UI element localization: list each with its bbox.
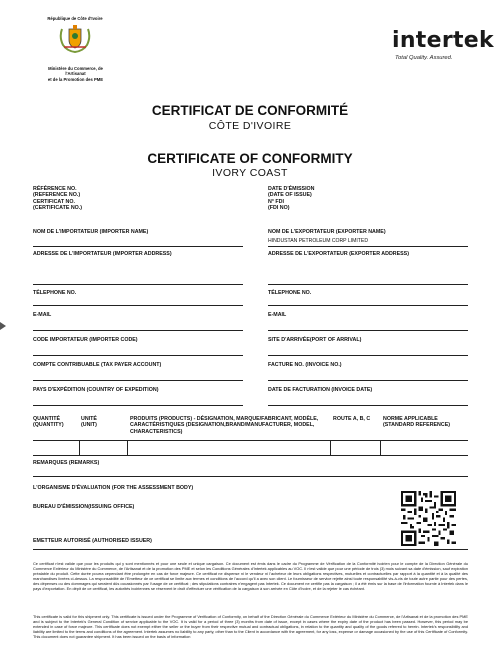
issuing-office-label: BUREAU D'ÉMISSION(ISSUING OFFICE)	[33, 504, 135, 510]
rule	[268, 330, 468, 331]
reference-fr: RÉFÉRENCE NO.	[33, 186, 77, 192]
rule	[33, 284, 243, 285]
exporter-telephone-label: TÉLEPHONE NO.	[268, 290, 312, 296]
intertek-logo: intertek	[392, 28, 494, 53]
certificate-en: (CERTIFICATE NO.)	[33, 205, 83, 212]
assessment-body-label: L'ORGANISME D'ÉVALUATION (FOR THE ASSESSMENT BODY)	[33, 485, 194, 491]
rule	[33, 355, 243, 356]
remarks-label: REMARQUES (REMARKS)	[33, 460, 100, 466]
rule	[268, 246, 468, 247]
ministry-line-1: Ministère du Commerce, de l'Artisanat	[48, 66, 103, 77]
importer-address-label: ADRESSE DE L'IMPORTATEUR (IMPORTER ADDRESS)	[33, 251, 172, 257]
legal-text-en: This certificate is valid for this shipment only. This certificate is issued under the Programme of Verification of Conformity, on behalf of the Direction Générale du Commerce Extérieur du Ministère du Commerce, de l'Artisanat et de la promotion des PME and is subject to the Intertek's General Condition of service applicable to the VOC. It is valid for a period of three (3) months from date of issue, except in cases where the expiry date of the product has been passed. However, this period may be extended in case of force majeure. This certificate does not exempt either the seller or the buyer from their respective mutual and contractual obligations, in relation to the quantity and quality of the goods referred to herein. Intertek's responsibility and liability are limited to the terms and conditions of the agreement. Intertek assumes no liability to any party, other than to the Client in accordance with the agreement, for any loss, expense or damage occasioned by the use of this Certificate of Conformity. This document does not guarantee shipment. It has been issued on the basis of information	[33, 614, 468, 639]
coat-of-arms-icon	[58, 23, 92, 53]
title-fr-country: CÔTE D'IVOIRE	[208, 120, 292, 132]
unit-fr: UNITÉ	[81, 416, 97, 422]
qr-code-icon	[401, 491, 456, 546]
rule	[268, 284, 468, 285]
exporter-name-value: HINDUSTAN PETROLEUM CORP LIMITED	[268, 238, 368, 244]
expedition-country-label: PAYS D'EXPÉDITION (COUNTRY OF EXPEDITION)	[33, 387, 159, 393]
rule	[33, 405, 243, 406]
date-label	[268, 186, 314, 212]
rule	[33, 305, 243, 306]
importer-telephone-label: TÉLEPHONE NO.	[33, 290, 77, 296]
unit-header	[81, 416, 97, 429]
invoice-no-label: FACTURE NO. (INVOICE NO.)	[268, 362, 342, 368]
quantity-fr: QUANTITÉ	[33, 416, 61, 422]
col-divider	[79, 440, 80, 455]
ministry-line-2: et de la Promotion des PME	[47, 76, 104, 82]
certificate-fr: CERTIFICAT NO.	[33, 198, 75, 205]
fdi-fr: N° FDI	[268, 198, 284, 205]
fdi-en: (FDI NO)	[268, 205, 290, 212]
importer-name-label: NOM DE L'IMPORTATEUR (IMPORTER NAME)	[33, 229, 149, 235]
title-en: CERTIFICATE OF CONFORMITY	[147, 151, 353, 166]
exporter-name-label: NOM DE L'EXPORTATEUR (EXPORTER NAME)	[268, 229, 386, 235]
logo-tagline: Total Quality. Assured.	[395, 55, 453, 61]
authorised-issuer-label: EMETTEUR AUTORISÉ (AUTHORISED ISSUER)	[33, 538, 152, 544]
taxpayer-label: COMPTE CONTRIBUABLE (TAX PAYER ACCOUNT)	[33, 362, 162, 368]
republic-label: République de Côte d'Ivoire	[47, 16, 103, 21]
products-line-3: CHARACTERISTICS)	[130, 428, 183, 435]
rule	[33, 330, 243, 331]
reference-label	[33, 186, 82, 212]
rule	[33, 476, 468, 477]
date-fr: DATE D'ÉMISSION	[268, 186, 315, 192]
rule	[33, 440, 468, 441]
standard-fr: NORME APPLICABLE	[383, 416, 438, 422]
quantity-header	[33, 416, 64, 429]
products-header	[130, 416, 318, 435]
side-arrow-icon	[0, 322, 6, 330]
products-line-1: PRODUITS (PRODUCTS) - DÉSIGNATION, MARQUE/FABRICANT, MODÈLE,	[130, 416, 319, 422]
rule	[268, 305, 468, 306]
col-divider	[127, 440, 128, 455]
invoice-date-label: DATE DE FACTURATION (INVOICE DATE)	[268, 387, 373, 393]
rule	[268, 380, 468, 381]
legal-text-fr: Ce certificat n'est valide que pour les produits qui y sont mentionnés et pour une seule et unique cargaison. Ce document est émis dans le cadre du Programme de Vérification de la Conformité ivoirien pour le compte de la Direction Générale du Commerce Extérieur du Ministère du Commerce, de l'Artisanat et de la promotion des PME et selon les Conditions Générales d'Intertek applicables au VOC. Il n'est valide que pour une période de trois (3) mois suivant sa date d'émission, sauf expiration préalable du produit. Cette durée pourra cependant être prolongée en cas de force majeure. Ce certificat ne dispense ni le vendeur ni l'acheteur de leurs obligations respectives, mutuelles et contractuelles par rapport à la quantité et à la qualité des marchandises livrées ci-dessus. La responsabilité de l'Emetteur de ce certificat se limite aux termes et conditions de l'accord qu'il a avec son client. Le fournisseur de service rejette ainsi toute responsabilité vis-à-vis de toute autre partie pour des pertes, des dépenses ou des dommages qui seraient dûs occasionnés par l'usage de ce certificat ; des stipulations contraires n'engagent pas Intertek. Ce document ne certifie pas la cargaison ; il a été émis sur la base de l'information fournie à Intertek dans le pays d'exportation. En dépit de ce certificat, les autorités ivoiriennes se réservent le droit d'effectuer une vérification de la cargaison à son arrivée en Côte d'Ivoire, et de la rejeter le cas échéant.	[33, 561, 468, 591]
importer-code-label: CODE IMPORTATEUR (IMPORTER CODE)	[33, 337, 138, 343]
rule	[268, 355, 468, 356]
rule	[33, 549, 468, 550]
rule	[33, 380, 243, 381]
col-divider	[330, 440, 331, 455]
standard-header	[383, 416, 450, 429]
exporter-email-label: E-MAIL	[268, 312, 287, 318]
rule	[268, 405, 468, 406]
unit-en: (UNIT)	[81, 422, 97, 429]
title-fr: CERTIFICAT DE CONFORMITÉ	[151, 103, 349, 118]
products-line-2: CARACTÉRISTIQUES (DESIGNATION,BRAND/MANUFACTURER, MODEL,	[130, 422, 315, 429]
reference-en: (REFERENCE NO.)	[33, 192, 81, 199]
rule	[33, 455, 468, 456]
quantity-en: (QUANTITY)	[33, 422, 64, 429]
ministry-label	[38, 66, 113, 82]
exporter-address-label: ADRESSE DE L'EXPORTATEUR (EXPORTER ADDRESS)	[268, 251, 409, 257]
standard-en: (STANDARD REFERENCE)	[383, 422, 450, 429]
col-divider	[380, 440, 381, 455]
route-header: ROUTE A, B, C	[333, 416, 371, 422]
arrival-site-label: SITE D'ARRIVÉE(PORT OF ARRIVAL)	[268, 337, 362, 343]
title-en-country: IVORY COAST	[212, 167, 288, 179]
rule	[33, 246, 243, 247]
importer-email-label: E-MAIL	[33, 312, 52, 318]
date-en: (DATE OF ISSUE)	[268, 192, 312, 199]
